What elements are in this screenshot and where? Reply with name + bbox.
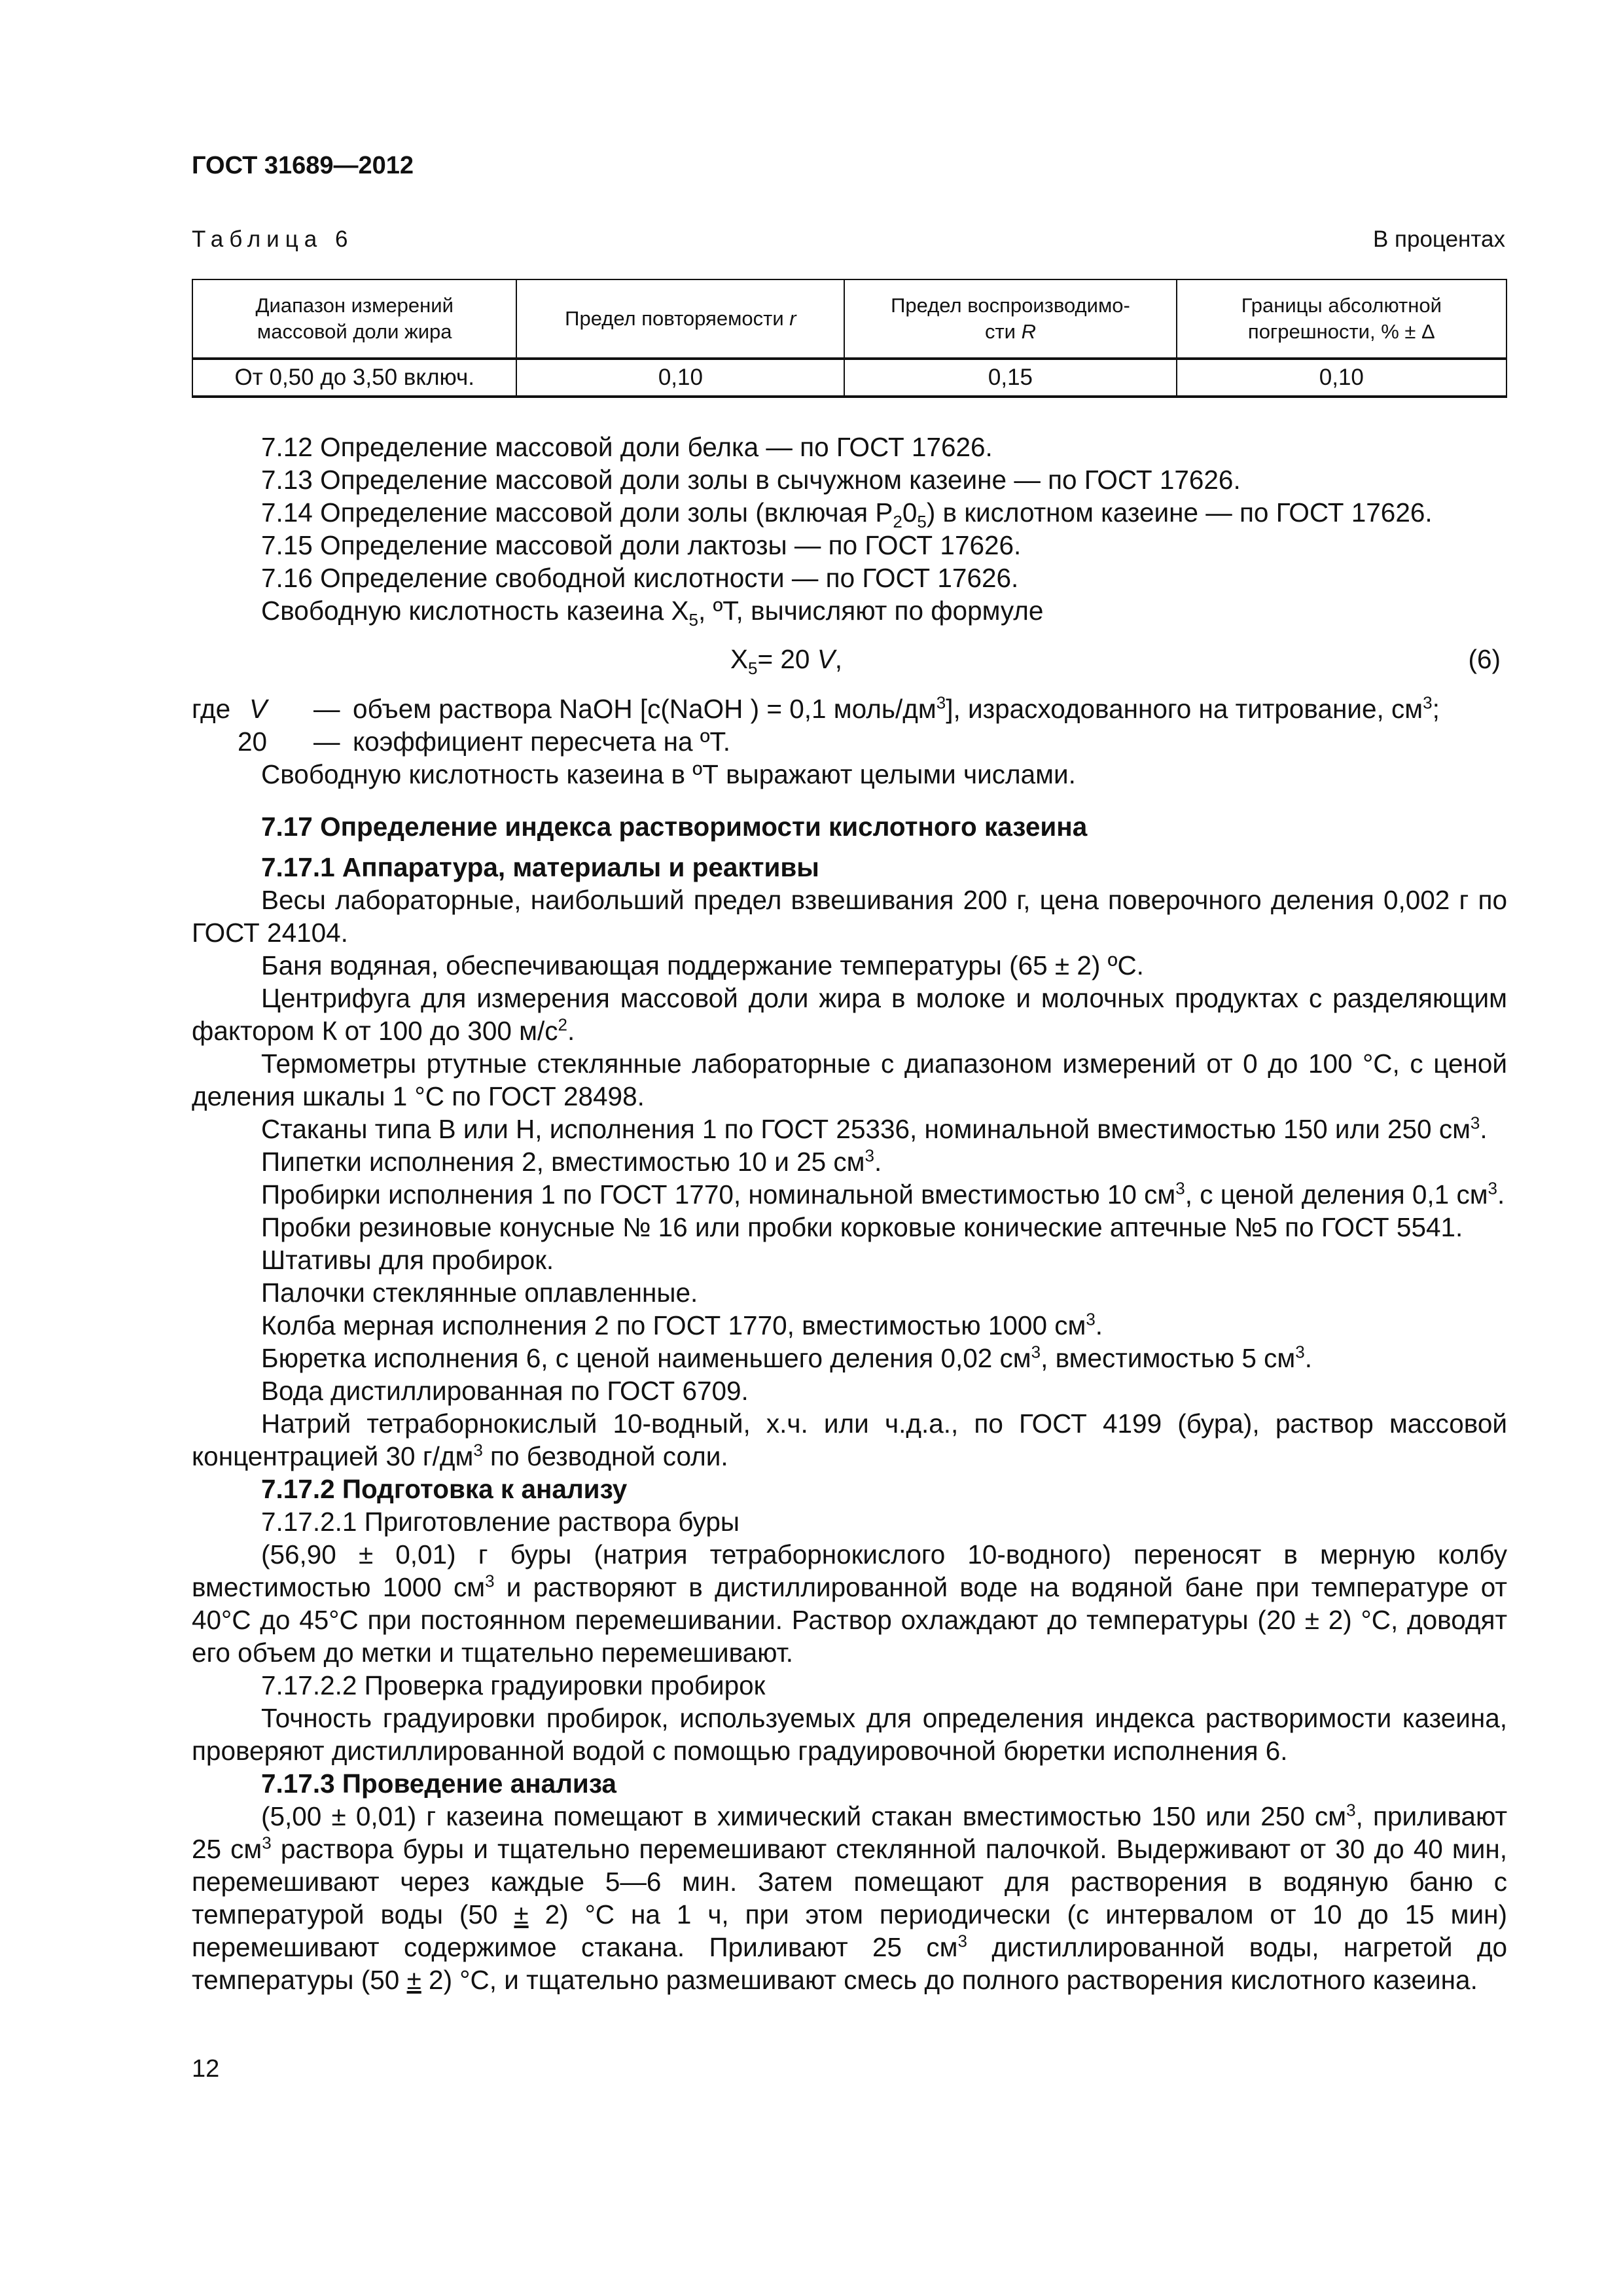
equipment-item: Термометры ртутные стеклянные лабораторные с диапазоном измерений от 0 до 100 °С, с ценой деления шкалы 1 °С по ГОСТ 28498. xyxy=(192,1049,1507,1111)
section-7-17-2-2-title: 7.17.2.2 Проверка градуировки пробирок xyxy=(261,1670,766,1700)
item-7-15: 7.15 Определение массовой доли лактозы — по ГОСТ 17626. xyxy=(261,530,1022,560)
table-unit: В процентах xyxy=(1372,226,1505,252)
table-cell: 0,10 xyxy=(516,359,844,397)
equipment-item: Пипетки исполнения 2, вместимостью 10 и 25 $см^3$. xyxy=(261,1145,882,1177)
section-7-17-2-title: 7.17.2 Подготовка к анализу xyxy=(261,1474,628,1504)
item-7-12: 7.12 Определение массовой доли белка — по ГОСТ 17626. xyxy=(261,432,993,462)
equipment-item: Штативы для пробирок. xyxy=(261,1245,554,1275)
formula-expression: $Х_5= 20$ V, xyxy=(730,644,842,679)
item-7-14: 7.14 Определение массовой доли золы (включая $P_20_5$) в кислотном казеине — по ГОСТ 17626. xyxy=(261,497,1433,532)
where-row-v: где V — объем раствора NaOH [c(NaOH ) = 0,1 моль/$дм^3$], израсходованного на титрование, $см^3$; xyxy=(192,692,1440,724)
page-number: 12 xyxy=(192,2055,220,2083)
equipment-item: Пробки резиновые конусные № 16 или пробки корковые конические аптечные №5 по ГОСТ 5541. xyxy=(261,1212,1463,1242)
section-7-17-title: 7.17 Определение индекса растворимости кислотного казеина xyxy=(261,812,1088,842)
document-body xyxy=(192,431,1507,1996)
formula-intro: Свободную кислотность казеина $Х_5$, ºТ, вычисляют по формуле xyxy=(261,596,1044,630)
table-cell: 0,15 xyxy=(844,359,1176,397)
table-header-row xyxy=(192,279,1507,359)
table-row xyxy=(192,359,1507,397)
paragraph: (56,90 ± 0,01) г буры (натрия тетраборнокислого 10-водного) переносят в мерную колбу вместимостью 1000 $см^3$ и растворяют в дистиллированной воде на водяной бане при температуре от 40°С до 45°С при постоянном перемешивании. Раствор охлаждают до температуры (20 ± 2) °С, доводят его объем до метки и тщательно перемешивают. xyxy=(192,1539,1507,1668)
formula-6 xyxy=(192,630,1507,689)
where-row-20: 20 — коэффициент пересчета на ºТ. xyxy=(238,726,731,757)
paragraph: (5,00 ± 0,01) г казеина помещают в химический стакан вместимостью 150 или 250 $см^3$, приливают 25 $см^3$ раствора буры и тщательно перемешивают стеклянной палочкой. Выдерживают от 30 до 40 мин, перемешивают через каждые 5—6 мин. Затем помещают для растворения в водяную баню с температурой воды (50 ± 2) °С на 1 ч, при этом периодически (с интервалом от 10 до 15 мин) перемешивают содержимое стакана. Приливают 25 $см^3$ дистиллированной воды, нагретой до температуры (50 ± 2) °С, и тщательно размешивают смесь до полного растворения кислотного казеина. xyxy=(192,1800,1507,1995)
column-header-reproducibility: Предел воспроизводимо- сти R xyxy=(844,279,1176,359)
equipment-item: Вода дистиллированная по ГОСТ 6709. xyxy=(261,1376,749,1406)
equipment-item: Бюретка исполнения 6, с ценой наименьшего деления 0,02 $см^3$, вместимостью 5 $см^3$. xyxy=(261,1342,1312,1373)
where-block xyxy=(192,692,1507,791)
item-7-13: 7.13 Определение массовой доли золы в сычужном казеине — по ГОСТ 17626. xyxy=(261,465,1241,495)
section-7-17-1-title: 7.17.1 Аппаратура, материалы и реактивы xyxy=(261,852,819,882)
equipment-item: Палочки стеклянные оплавленные. xyxy=(261,1278,698,1308)
section-7-17-3-title: 7.17.3 Проведение анализа xyxy=(261,1768,616,1799)
where-after: Свободную кислотность казеина в ºТ выражают целыми числами. xyxy=(261,759,1076,789)
equipment-item: Колба мерная исполнения 2 по ГОСТ 1770, вместимостью 1000 $см^3$. xyxy=(261,1309,1103,1340)
equipment-item: Стаканы типа В или Н, исполнения 1 по ГОСТ 25336, номинальной вместимостью 150 или 250 $см^3$. xyxy=(261,1113,1488,1144)
equipment-item: Натрий тетраборнокислый 10-водный, х.ч. или ч.д.а., по ГОСТ 4199 (бура), раствор массовой концентрацией 30 $г/дм^3$ по безводной соли. xyxy=(192,1408,1507,1471)
equipment-item: Баня водяная, обеспечивающая поддержание температуры (65 ± 2) ºС. xyxy=(261,950,1144,980)
column-header-error-bounds: Границы абсолютной погрешности, % ± Δ xyxy=(1177,279,1507,359)
equipment-item: Пробирки исполнения 1 по ГОСТ 1770, номинальной вместимостью 10 $см^3$, с ценой деления 0,1 $см^3$. xyxy=(261,1178,1505,1210)
table-cell: От 0,50 до 3,50 включ. xyxy=(192,359,516,397)
column-header-range: Диапазон измерений массовой доли жира xyxy=(192,279,516,359)
paragraph: Точность градуировки пробирок, используемых для определения индекса растворимости казеина, проверяют дистиллированной водой с помощью градуировочной бюретки исполнения 6. xyxy=(192,1703,1507,1766)
formula-number: (6) xyxy=(1468,644,1501,674)
column-header-repeatability: Предел повторяемости r xyxy=(516,279,844,359)
equipment-item: Центрифуга для измерения массовой доли жира в молоке и молочных продуктах с разделяющим фактором К от 100 до 300 $м/с^2$. xyxy=(192,983,1507,1046)
table-cell: 0,10 xyxy=(1177,359,1507,397)
table-6 xyxy=(192,279,1507,398)
item-7-16: 7.16 Определение свободной кислотности — по ГОСТ 17626. xyxy=(261,563,1019,593)
equipment-item: Весы лабораторные, наибольший предел взвешивания 200 г, цена поверочного деления 0,002 г по ГОСТ 24104. xyxy=(192,885,1507,948)
section-7-17-2-1-title: 7.17.2.1 Приготовление раствора буры xyxy=(261,1507,740,1537)
document-code: ГОСТ 31689—2012 xyxy=(192,152,414,179)
table-caption: Таблица 6 xyxy=(192,226,354,252)
